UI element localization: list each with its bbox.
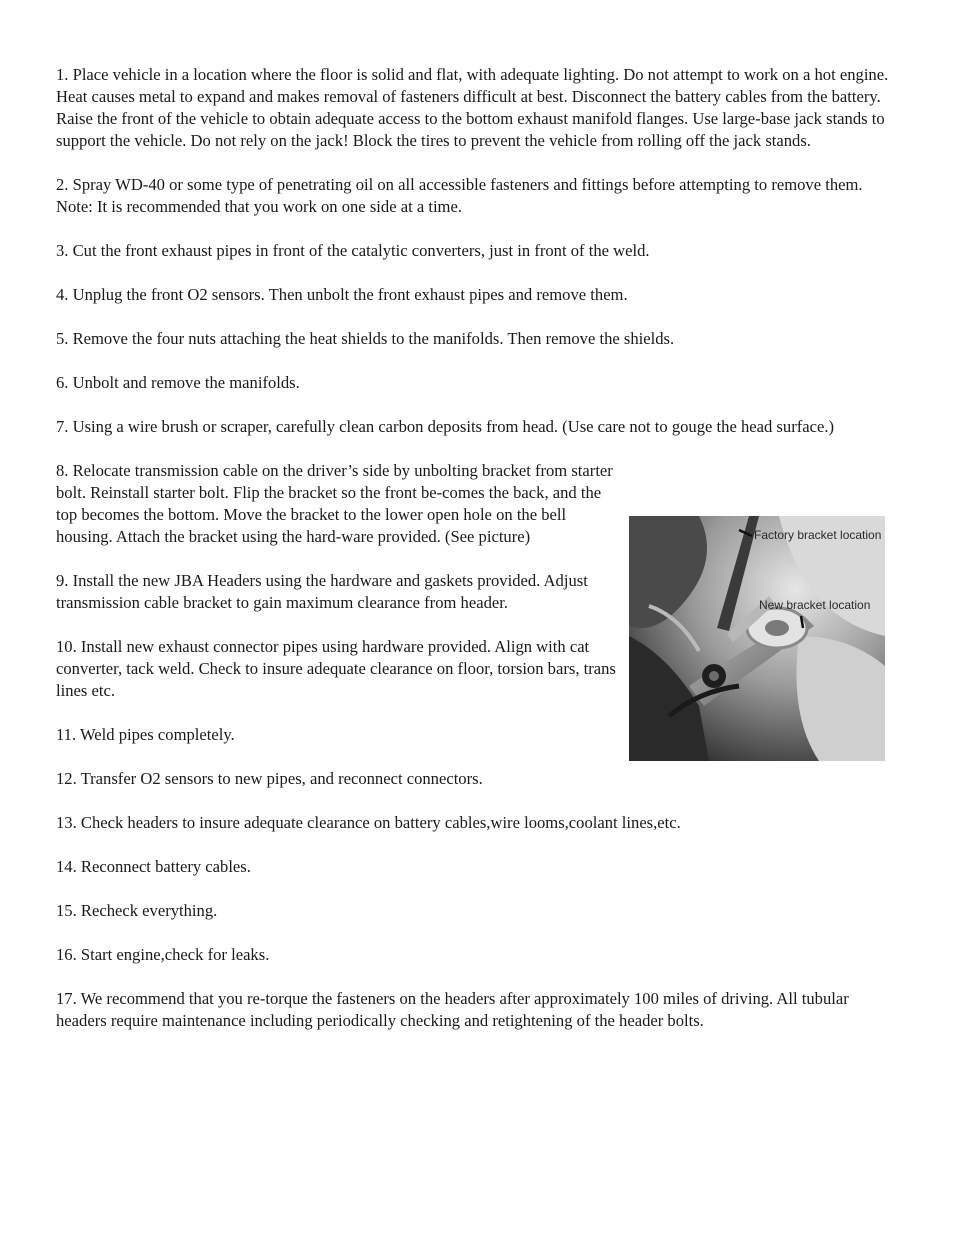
new-bracket-label: New bracket location — [759, 598, 871, 612]
step-12 — [56, 768, 898, 790]
step-14 — [56, 856, 898, 878]
step-text: 16. Start engine,check for leaks. — [56, 945, 270, 964]
step-17 — [56, 988, 898, 1032]
step-7 — [56, 416, 898, 438]
step-text: 6. Unbolt and remove the manifolds. — [56, 373, 300, 392]
bracket-location-photo — [629, 516, 885, 761]
step-4 — [56, 284, 898, 306]
factory-bracket-label: Factory bracket location — [754, 528, 882, 542]
step-6 — [56, 372, 898, 394]
step-text: 2. Spray WD-40 or some type of penetrating oil on all accessible fasteners and fittings before attempting to remove them. — [56, 175, 863, 194]
step-text: 13. Check headers to insure adequate clearance on battery cables,wire looms,coolant lines,etc. — [56, 813, 681, 832]
step-16 — [56, 944, 898, 966]
step-1 — [56, 64, 898, 152]
step-3 — [56, 240, 898, 262]
step-text: 14. Reconnect battery cables. — [56, 857, 251, 876]
step-text: 4. Unplug the front O2 sensors. Then unbolt the front exhaust pipes and remove them. — [56, 285, 628, 304]
engine-bay-illustration — [629, 516, 885, 761]
step-2 — [56, 174, 898, 218]
step-15 — [56, 900, 898, 922]
step-9 — [56, 570, 616, 614]
step-text: 5. Remove the four nuts attaching the heat shields to the manifolds. Then remove the shields. — [56, 329, 675, 348]
step-text: 15. Recheck everything. — [56, 901, 218, 920]
step-10 — [56, 636, 616, 702]
step-text: 7. Using a wire brush or scraper, carefully clean carbon deposits from head. (Use care not to gouge the head surface.) — [56, 417, 835, 436]
step-note: Note: It is recommended that you work on one side at a time. — [56, 197, 462, 216]
step-5 — [56, 328, 898, 350]
step-text: 17. We recommend that you re-torque the fasteners on the headers after approximately 100 miles of driving. All tubular headers require maintenance including periodically checking and retightening of the header bolts. — [56, 989, 849, 1030]
step-8 — [56, 460, 616, 548]
step-text: 1. Place vehicle in a location where the floor is solid and flat, with adequate lighting. Do not attempt to work on a hot engine. Heat causes metal to expand and makes removal of fasteners difficult at best. Disconnect the battery cables from the battery. Raise the front of the vehicle to obtain adequate access to the bottom exhaust manifold flanges. Use large-base jack stands to support the vehicle. Do not rely on the jack! Block the tires to prevent the vehicle from rolling off the jack stands. — [56, 65, 889, 150]
step-text: 12. Transfer O2 sensors to new pipes, and reconnect connectors. — [56, 769, 483, 788]
step-text: 10. Install new exhaust connector pipes using hardware provided. Align with cat converter, tack weld. Check to insure adequate clearance on floor, torsion bars, trans lines etc. — [56, 637, 616, 700]
step-text: 8. Relocate transmission cable on the driver’s side by unbolting bracket from starter bolt. Reinstall starter bolt. Flip the bracket so the front be-comes the back, and the top becomes the bottom. Move the bracket to the lower open hole on the bell housing. Attach the bracket using the hard-ware provided. (See picture) — [56, 461, 613, 546]
step-text: 9. Install the new JBA Headers using the hardware and gaskets provided. Adjust transmission cable bracket to gain maximum clearance from header. — [56, 571, 588, 612]
step-text: 11. Weld pipes completely. — [56, 725, 235, 744]
step-text: 3. Cut the front exhaust pipes in front of the catalytic converters, just in front of the weld. — [56, 241, 650, 260]
step-13 — [56, 812, 898, 834]
